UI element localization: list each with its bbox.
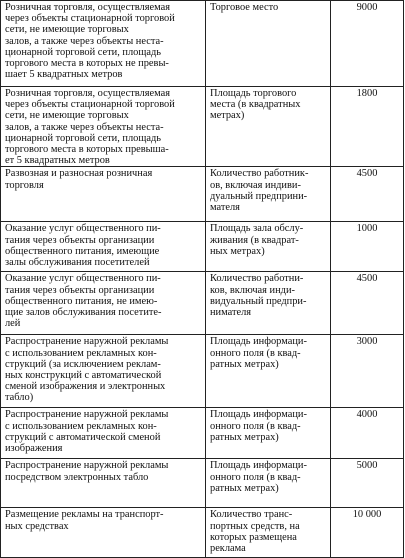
activity-cell: Розничная торговля, осуществляемая через объекты стационарной торговой сети, не имеющие торговых залов, а также через объекты неста- ционарной торговой сети, площадь торгового места в которых превыша- ет 5 квадратных метров (1, 87, 206, 167)
activity-cell: Распространение наружной рекламы с использованием рекламных кон- струкций (за исключением реклам- ных конструкций с автоматической сменой изображения и электронных табло) (1, 335, 206, 408)
indicator-cell: Количество работник- ов, включая индиви- дуальный предприни- мателя (206, 167, 331, 222)
activity-cell: Развозная и разносная розничная торговля (1, 167, 206, 222)
table-row (1, 459, 404, 508)
indicator-cell: Площадь информаци- онного поля (в квад- ратных метрах) (206, 335, 331, 408)
indicator-cell: Площадь торгового места (в квадратных метрах) (206, 87, 331, 167)
value-cell: 4500 (331, 167, 404, 222)
value-cell: 1800 (331, 87, 404, 167)
table-row (1, 222, 404, 272)
activity-cell: Розничная торговля, осуществляемая через объекты стационарной торговой сети, не имеющие торговых залов, а также через объекты неста- ционарной торговой сети, площадь торгового места в которых не превы- шает 5 квадратных метров (1, 1, 206, 87)
table-row (1, 272, 404, 335)
table-row (1, 167, 404, 222)
table-row (1, 87, 404, 167)
activity-cell: Оказание услуг общественного пи- тания через объекты организации общественного питания, имеющие залы обслуживания посетителей (1, 222, 206, 272)
indicator-cell: Торговое место (206, 1, 331, 87)
table-row (1, 1, 404, 87)
activity-cell: Распространение наружной рекламы с использованием рекламных кон- струкций с автоматической сменой изображения (1, 408, 206, 459)
indicator-cell: Площадь зала обслу- живания (в квадрат- ных метрах) (206, 222, 331, 272)
table-row (1, 335, 404, 408)
activity-cell: Оказание услуг общественного пи- тания через объекты организации общественного питания, не имею- щие залов обслуживания посетите- лей (1, 272, 206, 335)
value-cell: 9000 (331, 1, 404, 87)
value-cell: 3000 (331, 335, 404, 408)
table-row (1, 408, 404, 459)
activity-cell: Распространение наружной рекламы посредством электронных табло (1, 459, 206, 508)
value-cell: 4500 (331, 272, 404, 335)
value-cell: 5000 (331, 459, 404, 508)
table-row (1, 508, 404, 558)
indicator-cell: Количество работни- ков, включая инди- видуальный предпри- нимателя (206, 272, 331, 335)
indicator-cell: Количество транс- портных средств, на которых размещена реклама (206, 508, 331, 558)
value-cell: 4000 (331, 408, 404, 459)
value-cell: 1000 (331, 222, 404, 272)
indicator-cell: Площадь информаци- онного поля (в квад- ратных метрах) (206, 408, 331, 459)
indicator-cell: Площадь информаци- онного поля (в квад- ратных метрах) (206, 459, 331, 508)
activity-cell: Размещение рекламы на транспорт- ных средствах (1, 508, 206, 558)
value-cell: 10 000 (331, 508, 404, 558)
